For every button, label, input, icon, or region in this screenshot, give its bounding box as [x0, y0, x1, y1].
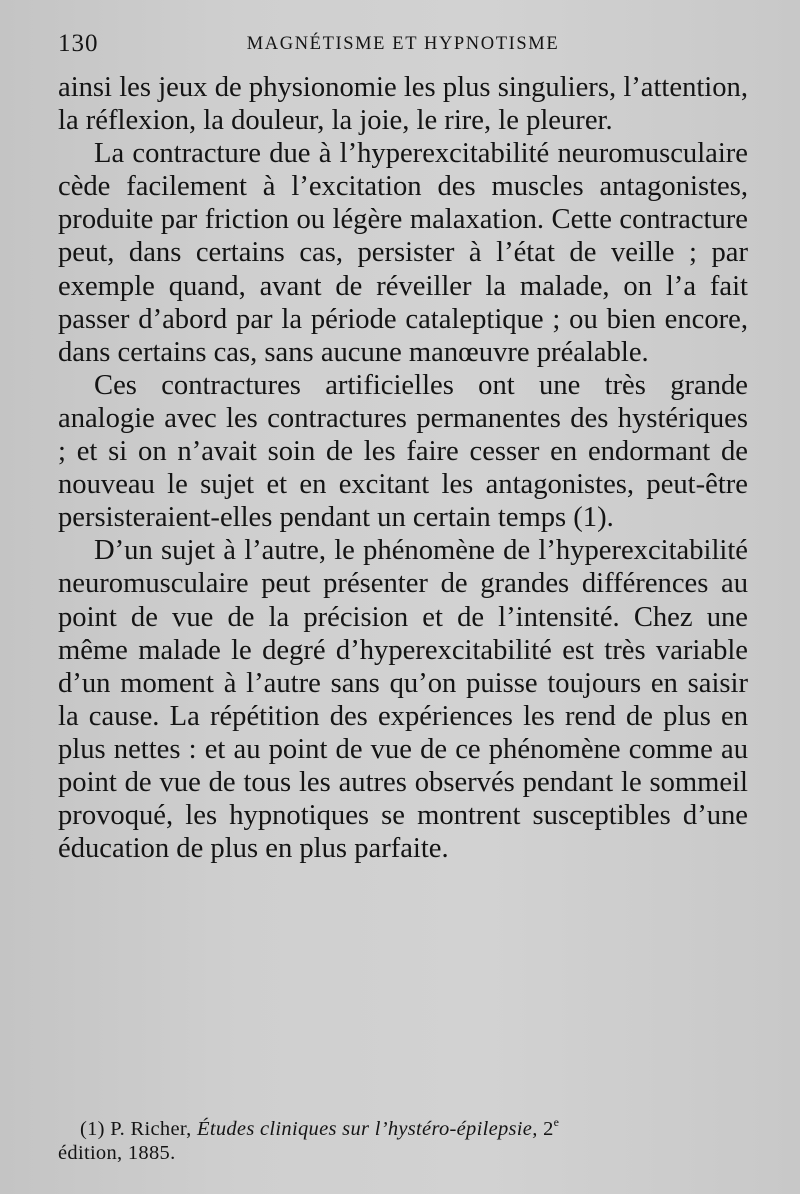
footnote-author: P. Richer, — [110, 1118, 192, 1140]
paragraph-continuation: ainsi les jeux de physionomie les plus singuliers, l’attention, la réflexion, la douleur, la joie, le rire, le pleurer. — [58, 72, 748, 137]
footnote-edition-number: 2 — [543, 1118, 554, 1140]
page-number: 130 — [58, 30, 99, 57]
paragraph-artificial-contractures: Ces contractures artificielles ont une très grande analogie avec les contractures permanentes des hystériques ; et si on n’avait soin de les faire cesser en endormant de nouveau le sujet et en excitant les antagonistes, peut-être persisteraient-elles pendant un certain temps (1). — [58, 369, 748, 534]
footnote-line-2: édition, 1885. — [58, 1142, 176, 1164]
footnote — [58, 1110, 758, 1165]
footnote-edition-sup: e — [553, 1115, 560, 1129]
footnote-title: Études cliniques sur l’hystéro-épilepsie, — [197, 1118, 538, 1140]
paragraph-variability: D’un sujet à l’autre, le phénomène de l’hyperexcitabilité neuromusculaire peut présenter de grandes différences au point de vue de la précision et de l’intensité. Chez une même malade le degré d’hyperexcitabilité est très variable d’un moment à l’autre sans qu’on puisse toujours en saisir la cause. La répétition des expériences les rend de plus en plus nettes : et au point de vue de ce phénomène comme au point de vue de tous les autres observés pendant le sommeil provoqué, les hypnotiques se montrent susceptibles d’une éducation de plus en plus parfaite. — [58, 535, 748, 865]
footnote-marker: (1) — [80, 1118, 105, 1140]
running-title: MAGNÉTISME ET HYPNOTISME — [246, 34, 560, 54]
body-text — [58, 71, 748, 865]
page-header — [58, 30, 748, 64]
paragraph-contracture: La contracture due à l’hyperexcitabilité neuromusculaire cède facilement à l’excitation des muscles antagonistes, produite par friction ou légère malaxation. Cette contracture peut, dans certains cas, persister à l’état de veille ; par exemple quand, avant de réveiller la malade, on l’a fait passer d’abord par la période cataleptique ; ou bien encore, dans certains cas, sans aucune manœuvre préalable. — [58, 138, 748, 368]
footnote-line-1 — [58, 1110, 758, 1141]
